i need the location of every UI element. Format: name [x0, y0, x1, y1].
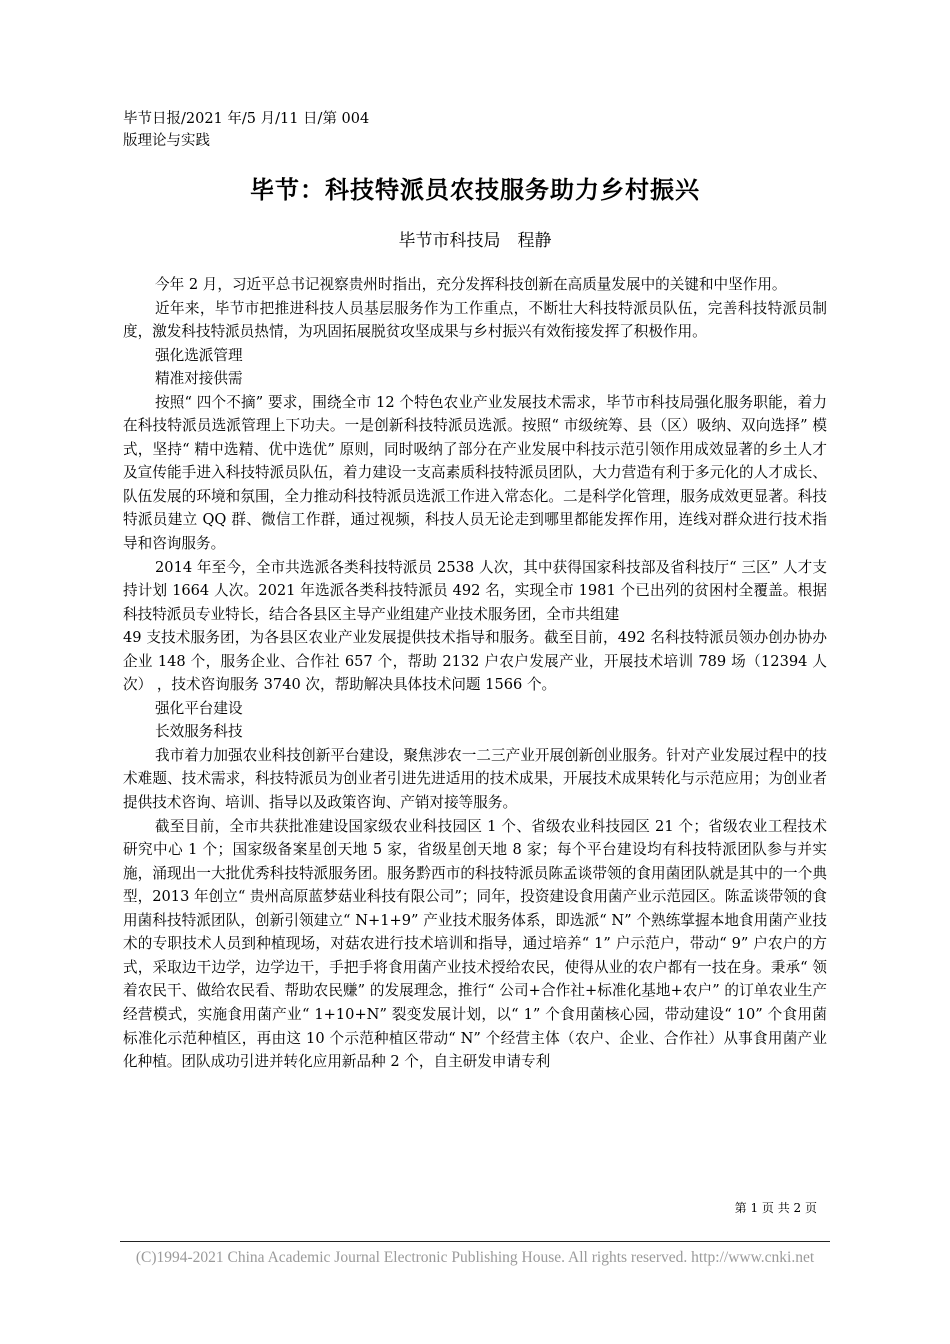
source-line: 毕节日报/2021 年/5 月/11 日/第 004: [123, 111, 370, 127]
section-line: 版理论与实践: [123, 133, 210, 149]
article-body: [123, 273, 827, 1074]
paragraph: 49 支技术服务团，为各县区农业产业发展提供技术指导和服务。截至目前，492 名科技特派员领办创办协办企业 148 个，服务企业、合作社 657 个，帮助 2132 户农户发展产业，开展技术培训 789 场（12394 人次） ，技术咨询服务 3740 次，帮助解决具体技术问题 1566 个。: [123, 629, 827, 694]
subheading: 精准对接供需: [155, 370, 243, 388]
paragraph: 近年来，毕节市把推进科技人员基层服务作为工作重点，不断壮大科技特派员队伍，完善科技特派员制度，激发科技特派员热情，为巩固拓展脱贫攻坚成果与乡村振兴有效衔接发挥了积极作用。: [123, 299, 827, 341]
subheading: 强化平台建设: [155, 699, 243, 717]
subheading: 强化选派管理: [155, 346, 243, 364]
copyright-footer: (C)1994-2021 China Academic Journal Electronic Publishing House. All rights reserved. http://www.cnki.net: [135, 1249, 815, 1266]
page-number: 第 1 页 共 2 页: [734, 1201, 817, 1215]
paragraph: 按照“ 四个不摘” 要求，围绕全市 12 个特色农业产业发展技术需求，毕节市科技局强化服务职能，着力在科技特派员选派管理上下功夫。一是创新科技特派员选派。按照“ 市级统筹、县（区）吸纳、双向选择” 模式，坚持“ 精中选精、优中选优” 原则，同时吸纳了部分在产业发展中科技示范引领作用成效显著的乡土人才及宣传能手进入科技特派员队伍，着力建设一支高素质科技特派员团队，大力营造有利于多元化的人才成长、队伍发展的环境和氛围，全力推动科技特派员选派工作进入常态化。二是科学化管理，服务成效更显著。科技特派员建立 QQ 群、微信工作群，通过视频，科技人员无论走到哪里都能发挥作用，连线对群众进行技术指导和咨询服务。: [123, 393, 827, 553]
paragraph: 截至目前，全市共获批准建设国家级农业科技园区 1 个、省级农业科技园区 21 个；省级农业工程技术研究中心 1 个；国家级备案星创天地 5 家，省级星创天地 8 家；每个平台建设均有科技特派团队参与并实施，涌现出一大批优秀科技特派服务团。服务黔西市的科技特派员陈孟谈带领的食用菌团队就是其中的一个典型，2013 年创立“ 贵州高原蓝梦菇业科技有限公司”；同年，投资建设食用菌产业示范园区。陈孟谈带领的食用菌科技特派团队，创新引领建立“ N+1+9” 产业技术服务体系，即选派“ N” 个熟练掌握本地食用菌产业技术的专职技术人员到种植现场，对菇农进行技术培训和指导，通过培养“ 1” 户示范户，带动“ 9” 户农户的方式，采取边干边学，边学边干，手把手将食用菌产业技术授给农民，使得从业的农户都有一技在身。秉承“ 领着农民干、做给农民看、帮助农民赚” 的发展理念，推行“ 公司+合作社+标准化基地+农户” 的订单农业生产经营模式，实施食用菌产业“ 1+10+N” 裂变发展计划，以“ 1” 个食用菌核心园，带动建设“ 10” 个食用菌标准化示范种植区，再由这 10 个示范种植区带动“ N” 个经营主体（农户、企业、合作社）从事食用菌产业化种植。团队成功引进并转化应用新品种 2 个，自主研发申请专利: [123, 817, 827, 1071]
paragraph: 2014 年至今，全市共选派各类科技特派员 2538 人次，其中获得国家科技部及省科技厅“ 三区” 人才支持计划 1664 人次。2021 年选派各类科技特派员 492 名，实现全市 1981 个已出列的贫困村全覆盖。根据科技特派员专业特长，结合各县区主导产业组建产业技术服务团，全市共组建: [123, 558, 827, 623]
article-title: 毕节：科技特派员农技服务助力乡村振兴: [250, 176, 700, 204]
subheading: 长效服务科技: [155, 723, 243, 741]
footer-divider: [120, 1241, 830, 1242]
paragraph: 今年 2 月，习近平总书记视察贵州时指出，充分发挥科技创新在高质量发展中的关键和中坚作用。: [155, 276, 787, 293]
article-author: 毕节市科技局 程静: [398, 231, 552, 251]
paragraph: 我市着力加强农业科技创新平台建设，聚焦涉农一二三产业开展创新创业服务。针对产业发展过程中的技术难题、技术需求，科技特派员为创业者引进先进适用的技术成果，开展技术成果转化与示范应用；为创业者提供技术咨询、培训、指导以及政策咨询、产销对接等服务。: [123, 746, 827, 812]
